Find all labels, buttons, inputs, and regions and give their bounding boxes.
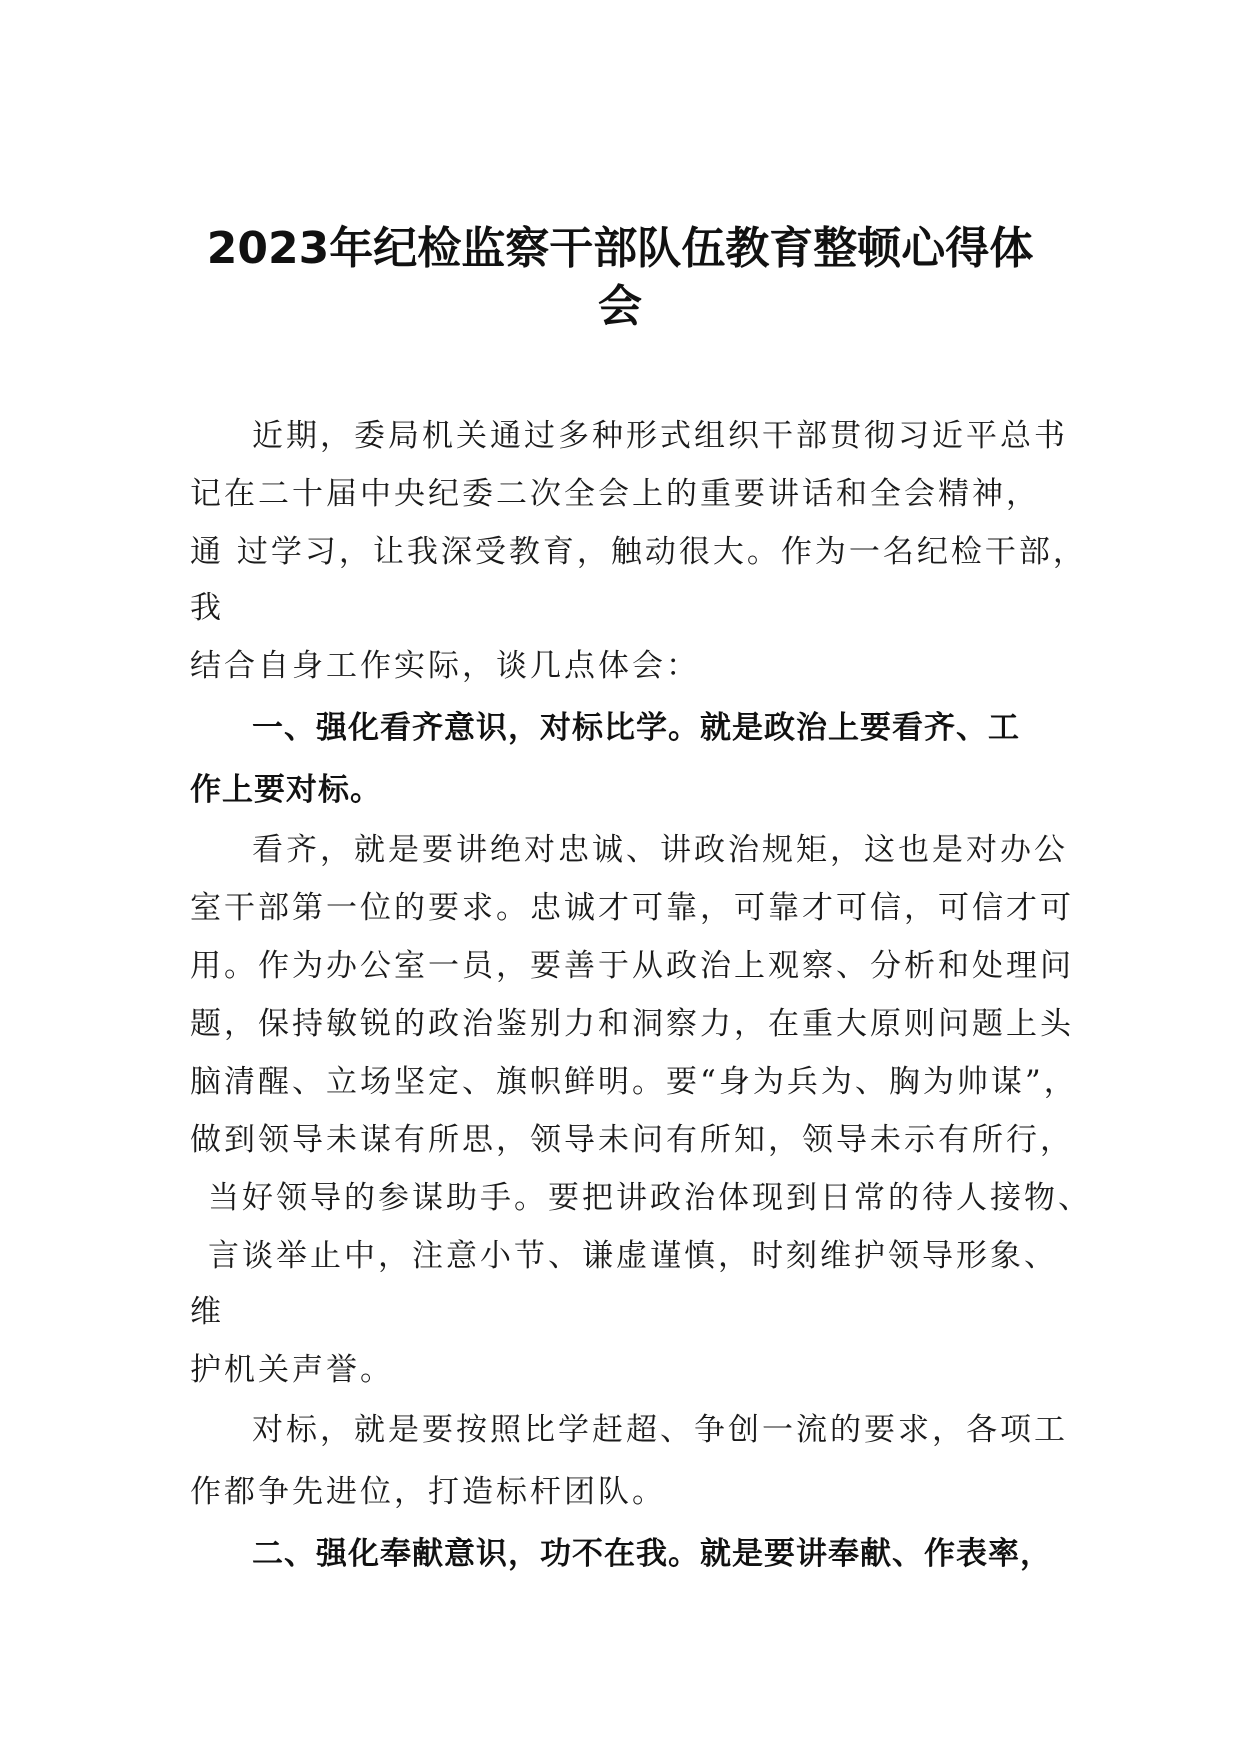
paragraph-line: 看齐，就是要讲绝对忠诚、讲政治规矩，这也是对办公 — [252, 832, 1068, 868]
section-heading-line: 作上要对标。 — [190, 772, 382, 808]
paragraph-line: 室干部第一位的要求。忠诚才可靠，可靠才可信，可信才可 — [190, 890, 1074, 926]
section-heading-line: 二、强化奉献意识，功不在我。就是要讲奉献、作表率， — [252, 1536, 1052, 1572]
paragraph-line: 记在二十届中央纪委二次全会上的重要讲话和全会精神， — [190, 476, 1040, 512]
paragraph-line: 我 — [190, 590, 224, 626]
paragraph-line: 对标，就是要按照比学赶超、争创一流的要求，各项工 — [252, 1412, 1068, 1448]
section-heading-line: 一、强化看齐意识，对标比学。就是政治上要看齐、工 — [252, 710, 1020, 746]
document-title-line-1: 2023年纪检监察干部队伍教育整顿心得体 — [206, 223, 1034, 274]
paragraph-line: 维 — [190, 1294, 224, 1330]
paragraph-line: 脑清醒、立场坚定、旗帜鲜明。要“身为兵为、胸为帅谋”， — [190, 1064, 1078, 1100]
paragraph-line: 用。作为办公室一员，要善于从政治上观察、分析和处理问 — [190, 948, 1074, 984]
paragraph-line: 当好领导的参谋助手。要把讲政治体现到日常的待人接物、 — [208, 1180, 1092, 1216]
paragraph-line: 言谈举止中，注意小节、谦虚谨慎，时刻维护领导形象、 — [208, 1238, 1058, 1274]
paragraph-line: 作都争先进位，打造标杆团队。 — [190, 1474, 666, 1510]
paragraph-line: 做到领导未谋有所思，领导未问有所知，领导未示有所行， — [190, 1122, 1074, 1158]
paragraph-line: 题，保持敏锐的政治鉴别力和洞察力，在重大原则问题上头 — [190, 1006, 1074, 1042]
paragraph-line: 护机关声誉。 — [190, 1352, 394, 1388]
paragraph-line: 通 过学习，让我深受教育，触动很大。作为一名纪检干部， — [190, 534, 1087, 570]
paragraph-line: 近期，委局机关通过多种形式组织干部贯彻习近平总书 — [252, 418, 1068, 454]
document-title-line-2: 会 — [598, 281, 642, 332]
paragraph-line: 结合自身工作实际，谈几点体会： — [190, 648, 700, 684]
